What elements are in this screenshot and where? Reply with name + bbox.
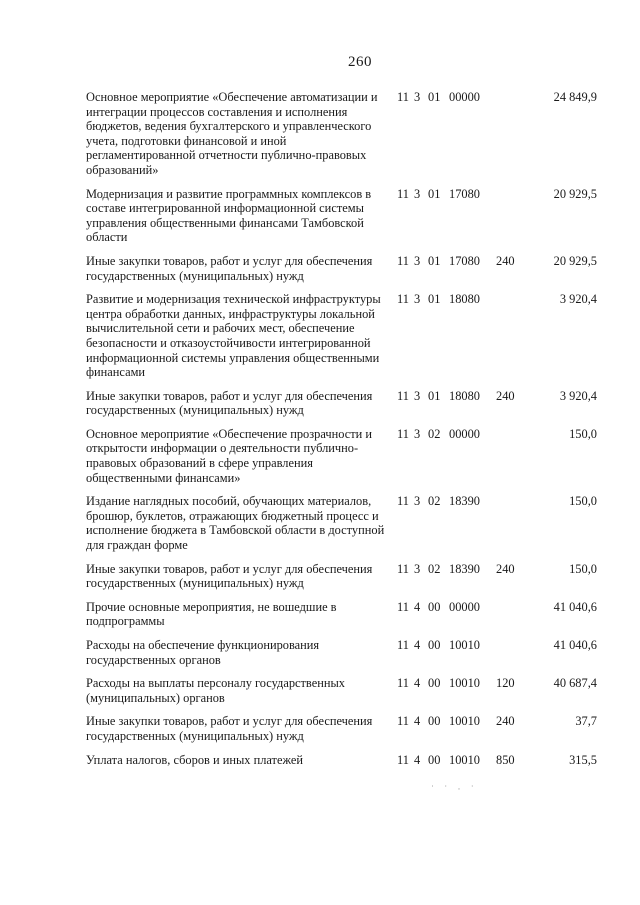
main-event-code: 01 xyxy=(428,253,441,268)
row-name: Основное мероприятие «Обеспечение автоматизации и интеграции процессов составления и исполнения бюджетов, ведения бухгалтерского и управленческого учета, подготовки финансовой и иной регламентированной отчетности публично-правовых образований» xyxy=(86,90,378,177)
row-name: Модернизация и развитие программных комплексов в составе интегрированной информационной системы управления общественными финансами Тамбовской области xyxy=(86,186,372,245)
subprogram-code: 4 xyxy=(414,752,421,767)
table-row xyxy=(86,714,616,743)
program-code: 11 xyxy=(397,494,409,509)
program-code: 11 xyxy=(397,638,409,652)
main-event-code: 02 xyxy=(428,494,441,509)
direction-code: 10010 xyxy=(449,676,480,691)
subprogram-code: 3 xyxy=(414,253,421,268)
row-name: Прочие основные мероприятия, не вошедшие в подпрограммы xyxy=(86,599,337,629)
row-name: Расходы на обеспечение функционирования государственных органов xyxy=(86,638,320,667)
main-event-code: 01 xyxy=(428,292,441,307)
subprogram-code: 3 xyxy=(414,426,421,441)
main-event-code: 01 xyxy=(428,388,441,403)
main-event-code: 00 xyxy=(428,599,441,614)
amount: 315,5 xyxy=(569,752,597,767)
amount: 20 929,5 xyxy=(553,253,597,268)
expense-type-code: 120 xyxy=(496,676,515,691)
direction-code: 10010 xyxy=(449,752,480,767)
amount: 41 040,6 xyxy=(553,638,597,652)
subprogram-code: 3 xyxy=(414,494,421,509)
subprogram-code: 3 xyxy=(414,90,421,104)
table-row xyxy=(86,638,616,667)
row-name: Основное мероприятие «Обеспечение прозрачности и открытости информации о деятельности публично-правовых образований в сфере управления общественными финансами» xyxy=(86,426,372,485)
program-code: 11 xyxy=(397,561,409,576)
subprogram-code: 4 xyxy=(414,599,421,614)
row-name: Иные закупки товаров, работ и услуг для обеспечения государственных (муниципальных) нужд xyxy=(86,561,373,591)
scan-noise-marks: ˙ ˙ · ˙ xyxy=(431,784,478,794)
row-name: Иные закупки товаров, работ и услуг для обеспечения государственных (муниципальных) нужд xyxy=(86,388,373,418)
expense-type-code: 240 xyxy=(496,714,515,729)
budget-table xyxy=(86,90,616,776)
direction-code: 00000 xyxy=(449,599,480,614)
page-number: 260 xyxy=(348,54,372,70)
table-row xyxy=(86,187,616,245)
program-code: 11 xyxy=(397,90,409,104)
table-row xyxy=(86,494,616,552)
program-code: 11 xyxy=(397,714,409,729)
direction-code: 00000 xyxy=(449,426,480,441)
amount: 37,7 xyxy=(575,714,597,729)
table-row xyxy=(86,292,616,380)
expense-type-code: 850 xyxy=(496,752,515,767)
expense-type-code: 240 xyxy=(496,561,515,576)
main-event-code: 00 xyxy=(428,638,441,652)
main-event-code: 00 xyxy=(428,752,441,767)
program-code: 11 xyxy=(397,599,409,614)
row-name: Издание наглядных пособий, обучающих материалов, брошюр, буклетов, отражающих бюджетный процесс и исполнение бюджета в Тамбовской области в доступной для граждан форме xyxy=(86,494,385,553)
subprogram-code: 4 xyxy=(414,638,421,652)
amount: 41 040,6 xyxy=(553,599,597,614)
main-event-code: 01 xyxy=(428,90,441,104)
direction-code: 17080 xyxy=(449,186,480,201)
main-event-code: 02 xyxy=(428,561,441,576)
program-code: 11 xyxy=(397,752,409,767)
subprogram-code: 3 xyxy=(414,388,421,403)
amount: 150,0 xyxy=(569,494,597,509)
subprogram-code: 3 xyxy=(414,561,421,576)
direction-code: 10010 xyxy=(449,714,480,729)
row-name: Иные закупки товаров, работ и услуг для обеспечения государственных (муниципальных) нужд xyxy=(86,714,373,743)
row-name: Развитие и модернизация технической инфраструктуры центра обработки данных, инфраструктуры локальной вычислительной сети и рабочих мест, обеспечение безопасности и отказоустойчивости интегрированной информационной системы управления общественными финансами xyxy=(86,292,381,380)
table-row xyxy=(86,90,616,178)
amount: 40 687,4 xyxy=(553,676,597,691)
program-code: 11 xyxy=(397,388,409,403)
program-code: 11 xyxy=(397,676,409,691)
direction-code: 18080 xyxy=(449,388,480,403)
program-code: 11 xyxy=(397,253,409,268)
subprogram-code: 3 xyxy=(414,292,421,307)
table-row xyxy=(86,389,616,418)
main-event-code: 02 xyxy=(428,426,441,441)
subprogram-code: 4 xyxy=(414,676,421,691)
amount: 3 920,4 xyxy=(559,388,597,403)
table-row xyxy=(86,562,616,591)
direction-code: 18390 xyxy=(449,494,480,509)
amount: 24 849,9 xyxy=(553,90,597,104)
subprogram-code: 3 xyxy=(414,186,421,201)
amount: 150,0 xyxy=(569,426,597,441)
program-code: 11 xyxy=(397,186,409,201)
direction-code: 17080 xyxy=(449,253,480,268)
row-name: Расходы на выплаты персоналу государственных (муниципальных) органов xyxy=(86,676,345,705)
main-event-code: 01 xyxy=(428,186,441,201)
amount: 3 920,4 xyxy=(559,292,597,307)
direction-code: 10010 xyxy=(449,638,480,652)
subprogram-code: 4 xyxy=(414,714,421,729)
table-row xyxy=(86,676,616,705)
direction-code: 18390 xyxy=(449,561,480,576)
table-row xyxy=(86,427,616,485)
table-row xyxy=(86,753,616,768)
row-name: Уплата налогов, сборов и иных платежей xyxy=(86,752,304,767)
row-name: Иные закупки товаров, работ и услуг для обеспечения государственных (муниципальных) нужд xyxy=(86,253,373,283)
main-event-code: 00 xyxy=(428,676,441,691)
expense-type-code: 240 xyxy=(496,253,515,268)
main-event-code: 00 xyxy=(428,714,441,729)
direction-code: 00000 xyxy=(449,90,480,104)
amount: 20 929,5 xyxy=(553,186,597,201)
table-row xyxy=(86,600,616,629)
table-row xyxy=(86,254,616,283)
program-code: 11 xyxy=(397,292,409,307)
expense-type-code: 240 xyxy=(496,388,515,403)
direction-code: 18080 xyxy=(449,292,480,307)
program-code: 11 xyxy=(397,426,409,441)
amount: 150,0 xyxy=(569,561,597,576)
